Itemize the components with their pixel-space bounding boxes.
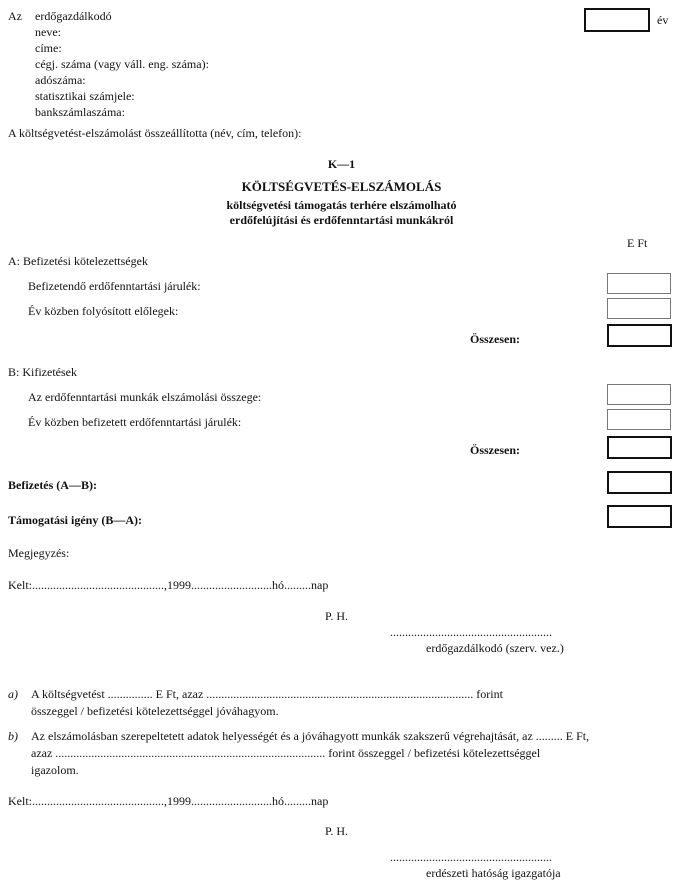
- b-label: b): [8, 729, 18, 743]
- form-subtitle-1: költségvetési támogatás terhére elszámolható: [226, 198, 457, 212]
- b-line-3: igazolom.: [31, 763, 79, 777]
- section-a-row-2-label: Év közben folyósított előlegek:: [28, 304, 179, 318]
- field-address: címe:: [35, 41, 62, 55]
- section-b-row-1-label: Az erdőfenntartási munkák elszámolási összege:: [28, 390, 262, 404]
- year-label: év: [657, 13, 669, 27]
- kelt-line-2: Kelt:............................................,1999...........................hó.........nap: [8, 794, 329, 808]
- year-box[interactable]: [584, 8, 650, 32]
- field-name: neve:: [35, 25, 61, 39]
- payment-label: Befizetés (A—B):: [8, 478, 97, 492]
- support-box[interactable]: [607, 505, 672, 528]
- signature-line-1: ......................................................: [390, 625, 552, 639]
- section-a-row-1-label: Befizetendő erdőfenntartási járulék:: [28, 279, 201, 293]
- note-label: Megjegyzés:: [8, 546, 70, 560]
- section-a-row-1-box[interactable]: [607, 273, 671, 294]
- payment-box[interactable]: [607, 471, 672, 494]
- signature-line-2: ......................................................: [390, 850, 552, 864]
- field-tax: adószáma:: [35, 73, 86, 87]
- section-a-row-2-box[interactable]: [607, 298, 671, 319]
- support-label: Támogatási igény (B—A):: [8, 513, 142, 527]
- unit-label: E Ft: [627, 236, 648, 250]
- a-line-2: összeggel / befizetési kötelezettséggel jóváhagyom.: [31, 704, 279, 718]
- ph-1: P. H.: [325, 609, 349, 623]
- field-bank: bankszámlaszáma:: [35, 105, 125, 119]
- a-line-1: A költségvetést ............... E Ft, azaz ......................................................................................... forint: [31, 687, 503, 701]
- b-line-1: Az elszámolásban szerepeltetett adatok helyességét és a jóváhagyott munkák szakszerű végrehajtását, az ......... E Ft,: [31, 729, 590, 743]
- form-title: KÖLTSÉGVETÉS-ELSZÁMOLÁS: [241, 179, 442, 194]
- ph-2: P. H.: [325, 824, 349, 838]
- a-label: a): [8, 687, 18, 701]
- entity-label: erdőgazdálkodó: [35, 9, 112, 23]
- field-stat: statisztikai számjele:: [35, 89, 135, 103]
- kelt-line-1: Kelt:............................................,1999...........................hó.........nap: [8, 578, 329, 592]
- section-b-row-2-box[interactable]: [607, 409, 671, 430]
- form-code: K—1: [327, 157, 356, 171]
- section-b-total-box[interactable]: [607, 436, 672, 459]
- signature-label-1: erdőgazdálkodó (szerv. vez.): [426, 641, 564, 655]
- form-subtitle-2: erdőfelújítási és erdőfenntartási munkákról: [229, 213, 454, 227]
- az-label: Az: [8, 9, 22, 23]
- section-a-total-box[interactable]: [607, 324, 672, 347]
- section-b-heading: B: Kifizetések: [8, 365, 77, 379]
- section-b-row-2-label: Év közben befizetett erdőfenntartási járulék:: [28, 415, 242, 429]
- field-registry: cégj. száma (vagy váll. eng. száma):: [35, 57, 209, 71]
- signature-label-2: erdészeti hatóság igazgatója: [426, 866, 561, 880]
- section-a-total-label: Összesen:: [470, 332, 520, 346]
- section-b-total-label: Összesen:: [470, 443, 520, 457]
- compiler-label: A költségvetést-elszámolást összeállította (név, cím, telefon):: [8, 126, 302, 140]
- section-a-heading: A: Befizetési kötelezettségek: [8, 254, 148, 268]
- b-line-2: azaz .......................................................................................... forint összeggel / befizetési kötelezettséggel: [31, 746, 541, 760]
- section-b-row-1-box[interactable]: [607, 384, 671, 405]
